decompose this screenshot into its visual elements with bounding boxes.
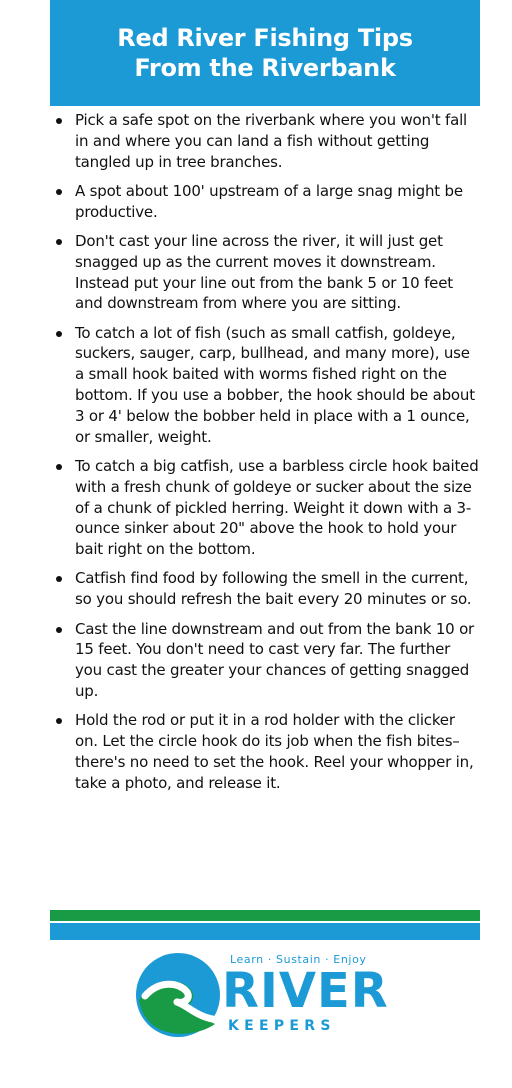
tip-item	[50, 110, 480, 172]
tip-item	[50, 181, 480, 223]
tip-text: Don't cast your line across the river, it will just get snagged up as the current moves it downstream. Instead put your line out from the bank 5 or 10 feet and downstream from where you are sitting.	[75, 231, 453, 313]
bullet-icon	[56, 189, 62, 195]
bullet-icon	[56, 718, 62, 724]
bullet-icon	[56, 331, 62, 337]
tip-text: Hold the rod or put it in a rod holder with the clicker on. Let the circle hook do its job when the fish bites–there's no need to set the hook. Reel your whopper in, take a photo, and release it.	[75, 711, 474, 792]
logo-wordmark: RIVER	[222, 963, 389, 1019]
logo-subtitle: KEEPERS	[228, 1018, 336, 1034]
tip-item	[50, 568, 480, 610]
bullet-icon	[56, 464, 62, 470]
title-line-2: From the Riverbank	[134, 54, 396, 82]
tip-text: To catch a big catfish, use a barbless circle hook baited with a fresh chunk of goldeye or sucker about the size of a chunk of pickled herring. Weight it down with a 3-ounce sinker about 20" above the hook to hold your bait right on the bottom.	[75, 456, 479, 559]
logo-tagline: Learn · Sustain · Enjoy	[230, 953, 367, 966]
bullet-icon	[56, 118, 62, 124]
tip-text: To catch a lot of fish (such as small catfish, goldeye, suckers, sauger, carp, bullhead, and many more), use a small hook baited with worms fished right on the bottom. If you use a bobber, the hook should be about 3 or 4' below the bobber held in place with a 1 ounce, or smaller, weight.	[75, 323, 475, 446]
tip-item	[50, 231, 480, 314]
bullet-icon	[56, 576, 62, 582]
tip-text: Cast the line downstream and out from the bank 10 or 15 feet. You don't need to cast very far. The further you cast the greater your chances of getting snagged up.	[75, 619, 475, 700]
tip-text: Catfish find food by following the smell in the current, so you should refresh the bait every 20 minutes or so.	[75, 569, 472, 609]
footer-blue-stripe	[50, 923, 480, 940]
title-banner	[50, 0, 480, 106]
tips-list	[50, 110, 480, 802]
tip-item	[50, 619, 480, 702]
bullet-icon	[56, 627, 62, 633]
bullet-icon	[56, 239, 62, 245]
footer-green-stripe	[50, 910, 480, 921]
tip-item	[50, 456, 480, 560]
tip-text: A spot about 100' upstream of a large snag might be productive.	[75, 181, 463, 221]
tip-item	[50, 323, 480, 448]
title-line-1: Red River Fishing Tips	[117, 24, 413, 52]
tip-text: Pick a safe spot on the riverbank where you won't fall in and where you can land a fish without getting tangled up in tree branches.	[75, 111, 468, 171]
tip-item	[50, 710, 480, 793]
